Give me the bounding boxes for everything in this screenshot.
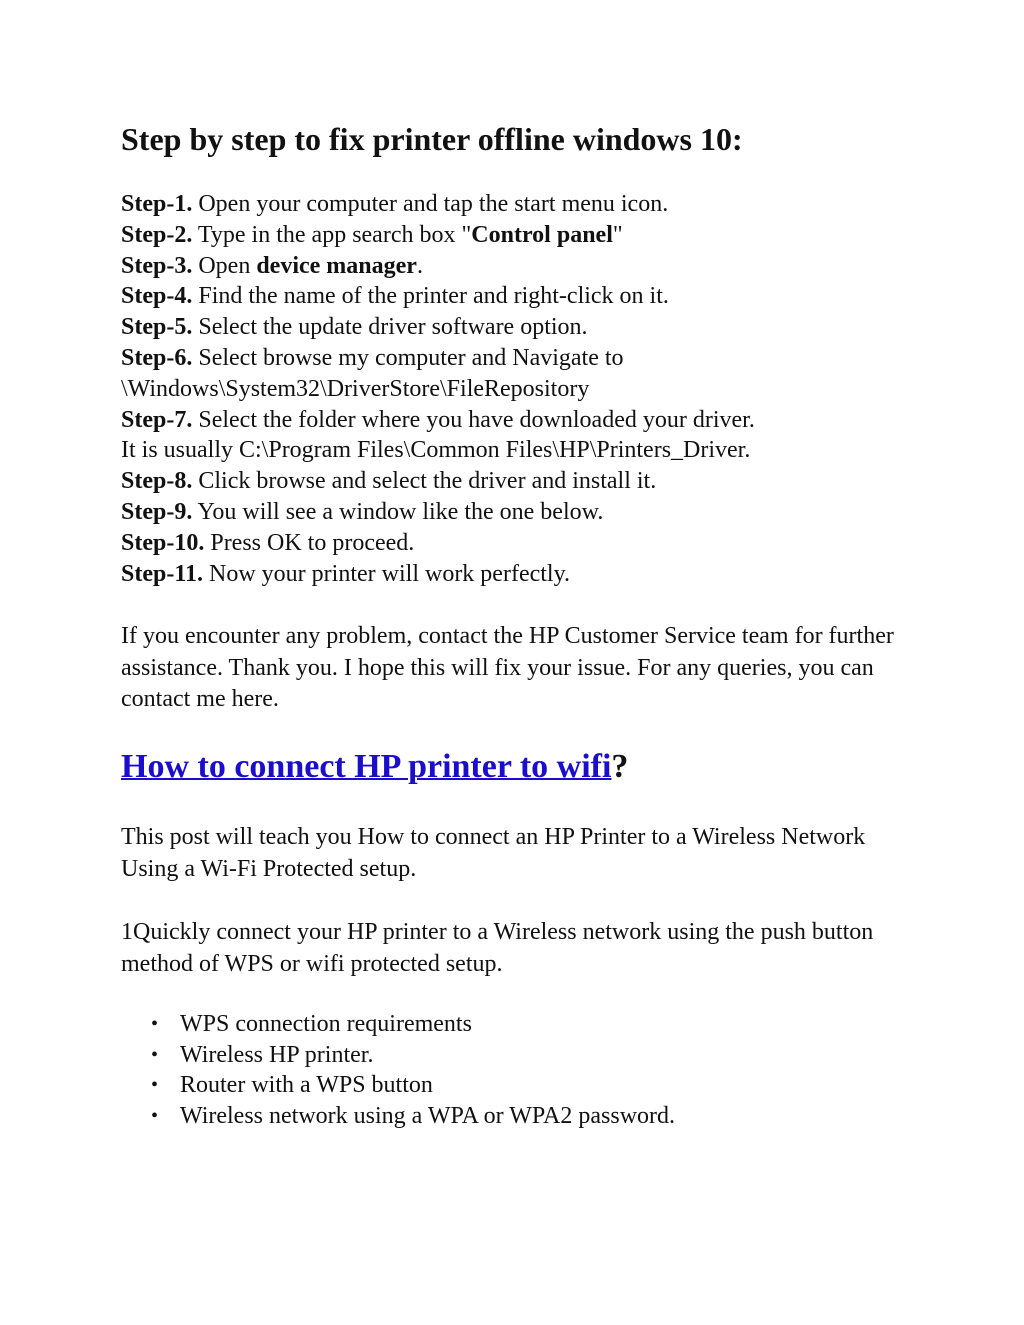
step-text: Press OK to proceed. (204, 529, 415, 556)
step-8 (121, 466, 755, 497)
step-label: Step-9. (121, 498, 193, 525)
bullet-icon: • (151, 1074, 159, 1096)
step-7-path: It is usually C:\Program Files\Common Files\HP\Printers_Driver. (121, 437, 751, 464)
step-text: Open your computer and tap the start menu icon. (192, 191, 669, 217)
list-item (121, 1101, 675, 1132)
intro-paragraph: This post will teach you How to connect an HP Printer to a Wireless Network Using a Wi-Fi Protected setup. (121, 824, 866, 882)
step-2 (121, 220, 755, 251)
step-text: Select the update driver software option. (192, 314, 588, 341)
support-paragraph: If you encounter any problem, contact the HP Customer Service team for further assistance. Thank you. I hope this will fix your issue. For any queries, you can contact me here. (121, 623, 894, 712)
bullet-icon: • (151, 1043, 159, 1066)
step-text: Type in the app search box " (192, 221, 472, 248)
wifi-guide-link[interactable]: How to connect HP printer to wifi (121, 748, 612, 785)
bullet-icon: • (151, 1104, 159, 1127)
step-1 (121, 189, 755, 220)
section-heading-suffix: ? (611, 748, 629, 785)
list-item-text: Wireless HP printer. (180, 1041, 374, 1068)
step-text-after: " (612, 221, 623, 248)
step-label: Step-4. (121, 283, 193, 310)
step-6-path: \Windows\System32\DriverStore\FileRepository (121, 375, 590, 402)
step-label: Step-6. (121, 344, 193, 371)
step-4 (121, 281, 755, 312)
bullet-icon: • (151, 1013, 159, 1035)
step-text: Click browse and select the driver and install it. (192, 468, 657, 495)
wps-paragraph: 1Quickly connect your HP printer to a Wireless network using the push button method of WPS or wifi protected setup. (121, 919, 874, 977)
step-bold-text: Control panel (471, 221, 613, 248)
step-11 (121, 559, 755, 590)
list-item (121, 1070, 675, 1101)
step-label: Step-7. (121, 406, 193, 433)
step-7 (121, 405, 755, 436)
list-item-text: Wireless network using a WPA or WPA2 password. (180, 1102, 676, 1129)
step-label: Step-5. (121, 314, 193, 341)
list-item (121, 1009, 675, 1040)
page-title: Step by step to fix printer offline windows 10: (121, 121, 743, 157)
steps-list (121, 189, 755, 589)
section-heading (121, 744, 628, 790)
step-label: Step-10. (121, 529, 205, 556)
step-9 (121, 497, 755, 528)
step-label: Step-3. (121, 252, 193, 279)
step-bold-text: device manager (256, 252, 417, 279)
list-item (121, 1040, 675, 1071)
step-text-after: . (416, 252, 423, 279)
step-label: Step-8. (121, 468, 193, 495)
step-label: Step-11. (121, 560, 204, 587)
requirements-list (121, 1009, 675, 1131)
list-item-text: Router with a WPS button (180, 1072, 433, 1098)
step-label: Step-1. (121, 191, 193, 217)
step-6 (121, 343, 755, 374)
step-text: Now your printer will work perfectly. (203, 560, 571, 587)
step-text: Find the name of the printer and right-click on it. (192, 283, 669, 310)
list-item-text: WPS connection requirements (180, 1011, 472, 1037)
step-5 (121, 312, 755, 343)
step-text: Select browse my computer and Navigate to (192, 344, 624, 371)
step-label: Step-2. (121, 221, 193, 248)
step-text: Open (192, 252, 257, 279)
step-10 (121, 528, 755, 559)
step-text: You will see a window like the one below. (192, 498, 604, 525)
step-3 (121, 251, 755, 282)
step-text: Select the folder where you have downloaded your driver. (192, 406, 755, 433)
